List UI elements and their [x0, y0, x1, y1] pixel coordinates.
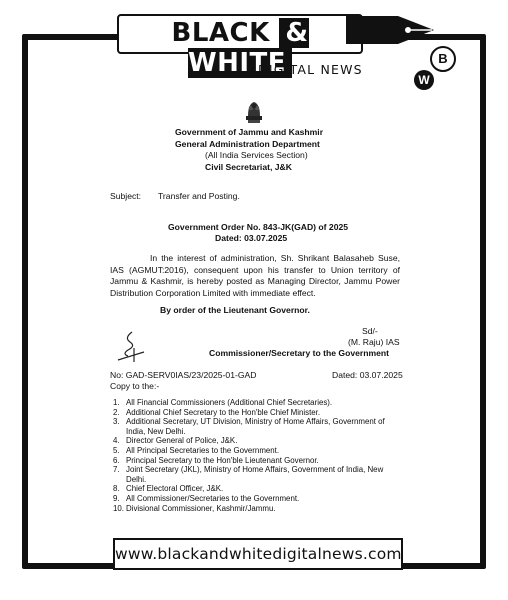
brand-white: WHITE	[187, 48, 287, 78]
signature-icon	[114, 330, 148, 364]
list-item-text: Chief Electoral Officer, J&K.	[126, 484, 224, 494]
list-item	[113, 484, 403, 494]
list-item	[113, 408, 403, 418]
list-item-number: 8.	[113, 484, 120, 494]
list-item	[113, 436, 403, 446]
list-item-number: 7.	[113, 465, 120, 475]
signature-designation: Commissioner/Secretary to the Government	[209, 348, 390, 358]
order-body	[110, 253, 400, 299]
list-item-text: All Financial Commissioners (Additional Chief Secretaries).	[126, 398, 333, 407]
list-item-number: 4.	[113, 436, 120, 446]
badge-b-icon: B	[430, 46, 456, 72]
badge-w-icon: W	[414, 70, 434, 90]
state-emblem-icon	[240, 98, 268, 126]
header-line-3: (All India Services Section)	[205, 150, 308, 160]
copy-to-list	[113, 398, 403, 513]
subject-label: Subject:	[110, 191, 142, 201]
list-item-text: All Principal Secretaries to the Government.	[126, 445, 280, 455]
list-item-text: Principal Secretary to the Hon'ble Lieutenant Governor.	[126, 455, 319, 465]
list-item-text: Director General of Police, J&K.	[126, 436, 238, 446]
list-item-number: 6.	[113, 455, 120, 465]
list-item	[113, 494, 403, 504]
list-item-text: All Commissioner/Secretaries to the Government.	[126, 493, 300, 503]
fountain-pen-icon	[346, 10, 442, 50]
list-item-number: 10.	[113, 503, 124, 513]
order-body-text: In the interest of administration, Sh. Shrikant Balasaheb Suse, IAS (AGMUT:2016), consequent upon his transfer to Union territory of Jammu & Kashmir, is hereby posted as Managing Director, Jammu Power Distribution Corporation Limited with immediate effect.	[110, 253, 400, 298]
website-url-banner: www.blackandwhitedigitalnews.com	[113, 538, 403, 570]
list-item-text: Joint Secretary (JKL), Ministry of Home Affairs, Government of India, New Delhi.	[126, 465, 384, 484]
list-item	[113, 456, 403, 466]
list-item	[113, 504, 403, 514]
list-item	[113, 465, 403, 484]
list-item-number: 2.	[113, 407, 120, 417]
copy-to-label: Copy to the:-	[110, 381, 160, 391]
reference-number: No: GAD-SERV0IAS/23/2025-01-GAD	[110, 370, 257, 380]
header-line-2: General Administration Department	[175, 138, 320, 149]
list-item-text: Divisional Commissioner, Kashmir/Jammu.	[126, 503, 276, 513]
list-item-number: 9.	[113, 493, 120, 503]
department-header	[175, 127, 395, 173]
list-item-text: Additional Chief Secretary to the Hon'ble Chief Minister.	[126, 407, 321, 417]
signature-name: (M. Raju) IAS	[348, 337, 400, 347]
list-item-number: 5.	[113, 445, 120, 455]
brand-subtitle: DIGITAL NEWS	[258, 62, 363, 77]
list-item	[113, 446, 403, 456]
list-item-number: 3.	[113, 417, 120, 427]
order-title: Government Order No. 843-JK(GAD) of 2025	[168, 222, 349, 232]
list-item	[113, 398, 403, 408]
signature-sd: Sd/-	[362, 326, 378, 336]
list-item	[113, 417, 403, 436]
list-item-text: Additional Secretary, UT Division, Ministry of Home Affairs, Government of India, New Delhi.	[126, 417, 385, 436]
brand-amp: &	[285, 18, 309, 48]
order-dated: Dated: 03.07.2025	[215, 233, 288, 243]
by-order-line: By order of the Lieutenant Governor.	[160, 305, 310, 315]
header-line-1: Government of Jammu and Kashmir	[175, 127, 324, 137]
list-item-number: 1.	[113, 398, 120, 407]
header-line-4: Civil Secretariat, J&K	[205, 161, 292, 172]
reference-dated: Dated: 03.07.2025	[332, 370, 403, 380]
subject-text: Transfer and Posting.	[158, 191, 240, 201]
brand-black: BLACK	[171, 18, 270, 48]
